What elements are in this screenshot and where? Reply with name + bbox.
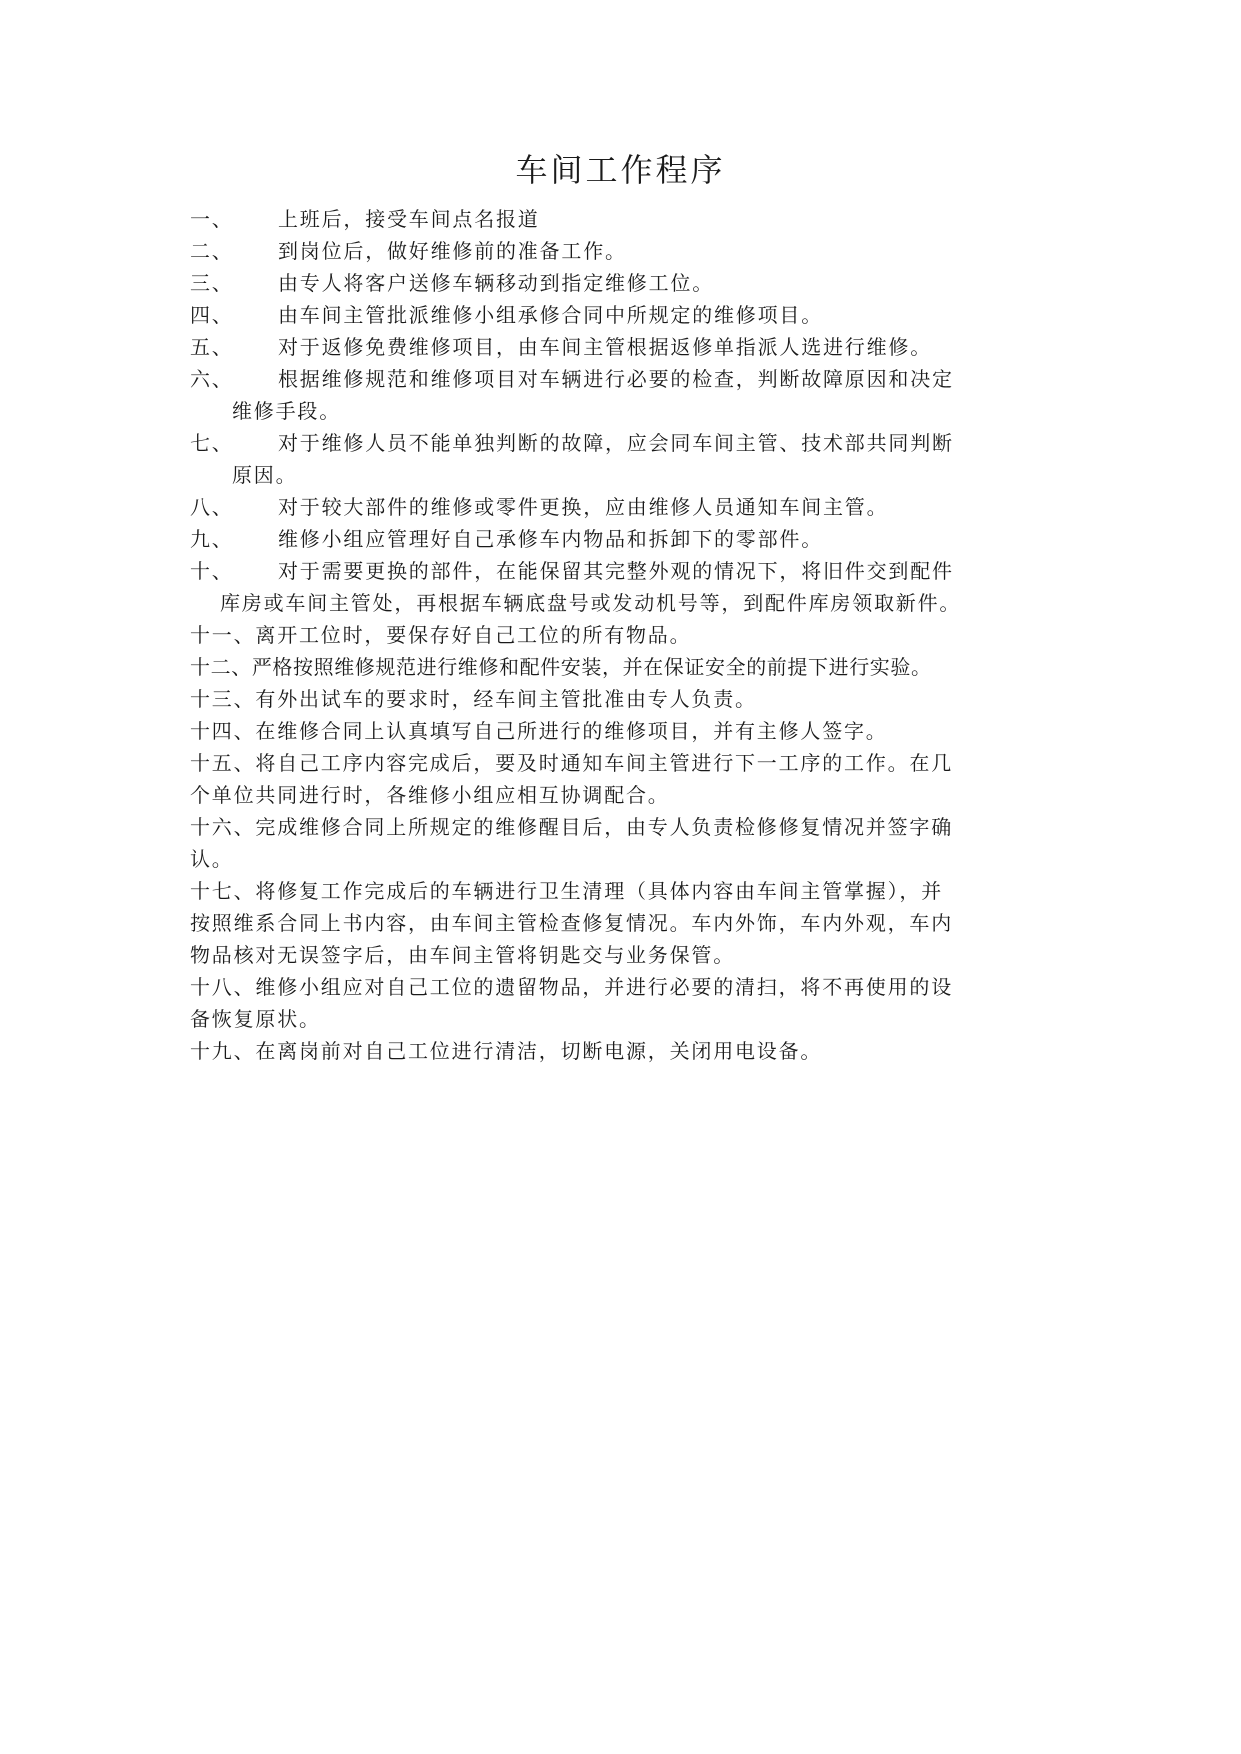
item-number: 十三、: [190, 687, 256, 711]
list-item: [190, 491, 1050, 523]
item-text-continuation: 原因。: [232, 463, 298, 487]
list-item: [190, 235, 1050, 267]
item-text: 维修小组应管理好自己承修车内物品和拆卸下的零部件。: [278, 527, 823, 551]
item-text: 根据维修规范和维修项目对车辆进行必要的检查，判断故障原因和决定: [278, 367, 954, 391]
item-text: 由车间主管批派维修小组承修合同中所规定的维修项目。: [278, 303, 823, 327]
list-item: [190, 619, 1050, 651]
item-number: 八、: [190, 495, 234, 519]
item-number: 十七、: [190, 879, 256, 903]
list-item: [190, 523, 1050, 555]
item-number: 十二、: [190, 655, 252, 679]
item-text: 在离岗前对自己工位进行清洁，切断电源，关闭用电设备。: [255, 1039, 823, 1063]
item-text: 离开工位时，要保存好自己工位的所有物品。: [255, 623, 692, 647]
item-text-continuation: 认。: [190, 847, 234, 871]
item-number: 一、: [190, 207, 234, 231]
list-item: [190, 203, 1050, 235]
procedure-list: [190, 203, 1050, 1067]
item-text-continuation: 物品核对无误签字后，由车间主管将钥匙交与业务保管。: [190, 943, 735, 967]
list-item: [190, 747, 1050, 811]
list-item: [190, 299, 1050, 331]
item-number: 三、: [190, 271, 234, 295]
item-text: 将自己工序内容完成后，要及时通知车间主管进行下一工序的工作。在几: [255, 751, 954, 775]
item-number: 二、: [190, 239, 234, 263]
item-text: 由专人将客户送修车辆移动到指定维修工位。: [278, 271, 714, 295]
item-number: 六、: [190, 367, 234, 391]
list-item: [190, 331, 1050, 363]
item-text: 严格按照维修规范进行维修和配件安装，并在保证安全的前提下进行实验。: [251, 655, 932, 679]
item-text-continuation: 个单位共同进行时，各维修小组应相互协调配合。: [190, 783, 670, 807]
list-item: [190, 683, 1050, 715]
item-text: 维修小组应对自己工位的遗留物品，并进行必要的清扫，将不再使用的设: [255, 975, 954, 999]
list-item: [190, 875, 1050, 971]
item-number: 十五、: [190, 751, 256, 775]
item-number: 十九、: [190, 1039, 256, 1063]
document-title: 车间工作程序: [515, 151, 726, 189]
item-number: 十六、: [190, 815, 256, 839]
item-text: 上班后，接受车间点名报道: [278, 207, 540, 231]
item-number: 十四、: [190, 719, 256, 743]
item-number: 十一、: [190, 623, 256, 647]
item-text: 将修复工作完成后的车辆进行卫生清理（具体内容由车间主管掌握），并: [255, 879, 944, 903]
item-text-continuation: 备恢复原状。: [190, 1007, 321, 1031]
item-text: 在维修合同上认真填写自己所进行的维修项目，并有主修人签字。: [255, 719, 888, 743]
item-text: 到岗位后，做好维修前的准备工作。: [278, 239, 627, 263]
list-item: [190, 427, 1050, 491]
list-item: [190, 811, 1050, 875]
item-text-continuation: 维修手段。: [232, 399, 341, 423]
list-item: [190, 715, 1050, 747]
list-item: [190, 1035, 1050, 1067]
item-text: 对于较大部件的维修或零件更换，应由维修人员通知车间主管。: [278, 495, 889, 519]
item-number: 五、: [190, 335, 234, 359]
item-text: 完成维修合同上所规定的维修醒目后，由专人负责检修修复情况并签字确: [255, 815, 954, 839]
item-text-continuation: 按照维系合同上书内容，由车间主管检查修复情况。车内外饰，车内外观，车内: [190, 911, 953, 935]
list-item: [190, 267, 1050, 299]
item-text: 有外出试车的要求时，经车间主管批准由专人负责。: [255, 687, 757, 711]
item-number: 九、: [190, 527, 234, 551]
list-item: [190, 555, 1050, 619]
item-text: 对于需要更换的部件，在能保留其完整外观的情况下，将旧件交到配件: [278, 559, 954, 583]
list-item: [190, 363, 1050, 427]
item-number: 十八、: [190, 975, 256, 999]
item-text-continuation: 库房或车间主管处，再根据车辆底盘号或发动机号等，到配件库房领取新件。: [220, 591, 962, 615]
list-item: [190, 651, 1050, 683]
item-number: 十、: [190, 559, 234, 583]
item-text: 对于维修人员不能单独判断的故障，应会同车间主管、技术部共同判断: [278, 431, 954, 455]
item-number: 七、: [190, 431, 234, 455]
item-number: 四、: [190, 303, 234, 327]
list-item: [190, 971, 1050, 1035]
item-text: 对于返修免费维修项目，由车间主管根据返修单指派人选进行维修。: [278, 335, 932, 359]
